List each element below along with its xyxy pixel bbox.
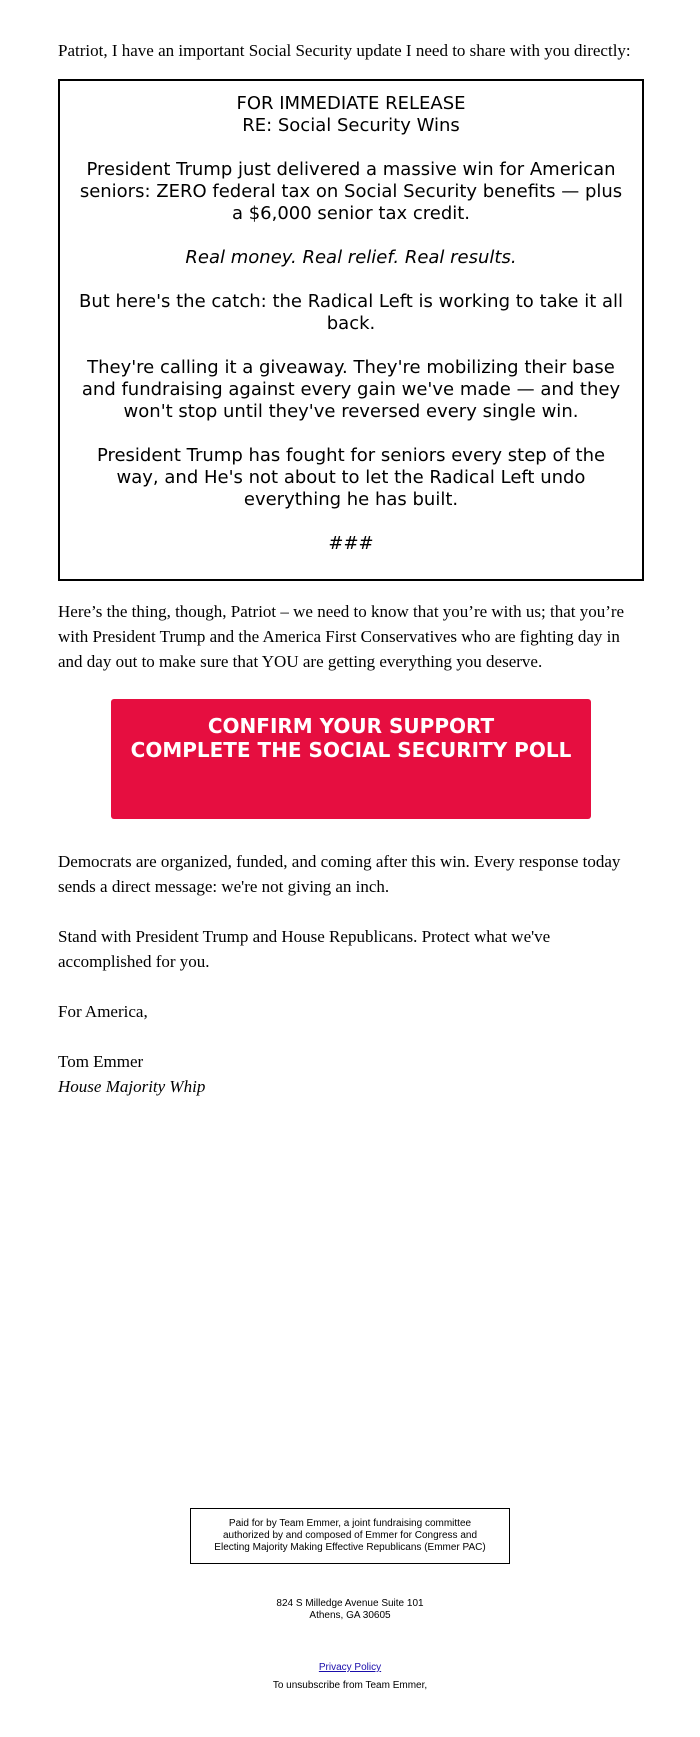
paid-for-disclaimer: Paid for by Team Emmer, a joint fundraising committee authorized by and composed of Emmer for Congress and Electing Majority Making Effective Republicans (Emmer PAC): [190, 1508, 510, 1564]
confirm-support-button[interactable]: [111, 699, 591, 819]
mailing-address: 824 S Milledge Avenue Suite 101 Athens, GA 30605: [276, 1598, 424, 1621]
release-subject: RE: Social Security Wins: [242, 115, 460, 136]
release-paragraph: But here's the catch: the Radical Left is working to take it all back.: [78, 291, 624, 334]
email-body: [58, 38, 644, 1099]
body-paragraph: Here’s the thing, though, Patriot – we need to know that you’re with us; that you’re with President Trump and the America First Conservatives who are fighting day in and day out to make sure that YOU are getting everything you deserve.: [58, 602, 625, 671]
privacy-policy-container: [0, 1662, 700, 1674]
signature-name: Tom Emmer: [58, 1052, 144, 1071]
body-paragraph: Democrats are organized, funded, and coming after this win. Every response today sends a direct message: we're not giving an inch.: [58, 852, 621, 896]
release-paragraph: They're calling it a giveaway. They're mobilizing their base and fundraising against every gain we've made — and they won't stop until they've reversed every single win.: [81, 357, 621, 422]
signature-title: House Majority Whip: [58, 1077, 206, 1096]
release-tagline: Real money. Real relief. Real results.: [185, 247, 517, 268]
footer: [0, 1508, 700, 1692]
closing-text: For America,: [58, 1002, 148, 1021]
privacy-policy-link[interactable]: Privacy Policy: [318, 1662, 382, 1673]
release-heading: FOR IMMEDIATE RELEASE: [236, 93, 466, 114]
release-paragraph: President Trump has fought for seniors every step of the way, and He's not about to let the Radical Left undo everything he has built.: [96, 445, 606, 510]
unsubscribe-text: To unsubscribe from Team Emmer,: [272, 1680, 428, 1691]
press-release-box: [58, 79, 644, 581]
cta-container: [58, 699, 644, 819]
release-end-mark: ###: [328, 533, 374, 554]
cta-line-1: CONFIRM YOUR SUPPORT: [207, 714, 495, 738]
intro-text: Patriot, I have an important Social Security update I need to share with you directly:: [58, 41, 631, 60]
release-paragraph: President Trump just delivered a massive win for American seniors: ZERO federal tax on Social Security benefits — plus a $6,000 senior tax credit.: [79, 159, 623, 224]
body-paragraph: Stand with President Trump and House Republicans. Protect what we've accomplished for you.: [58, 927, 551, 971]
cta-line-2: COMPLETE THE SOCIAL SECURITY POLL: [130, 738, 572, 762]
